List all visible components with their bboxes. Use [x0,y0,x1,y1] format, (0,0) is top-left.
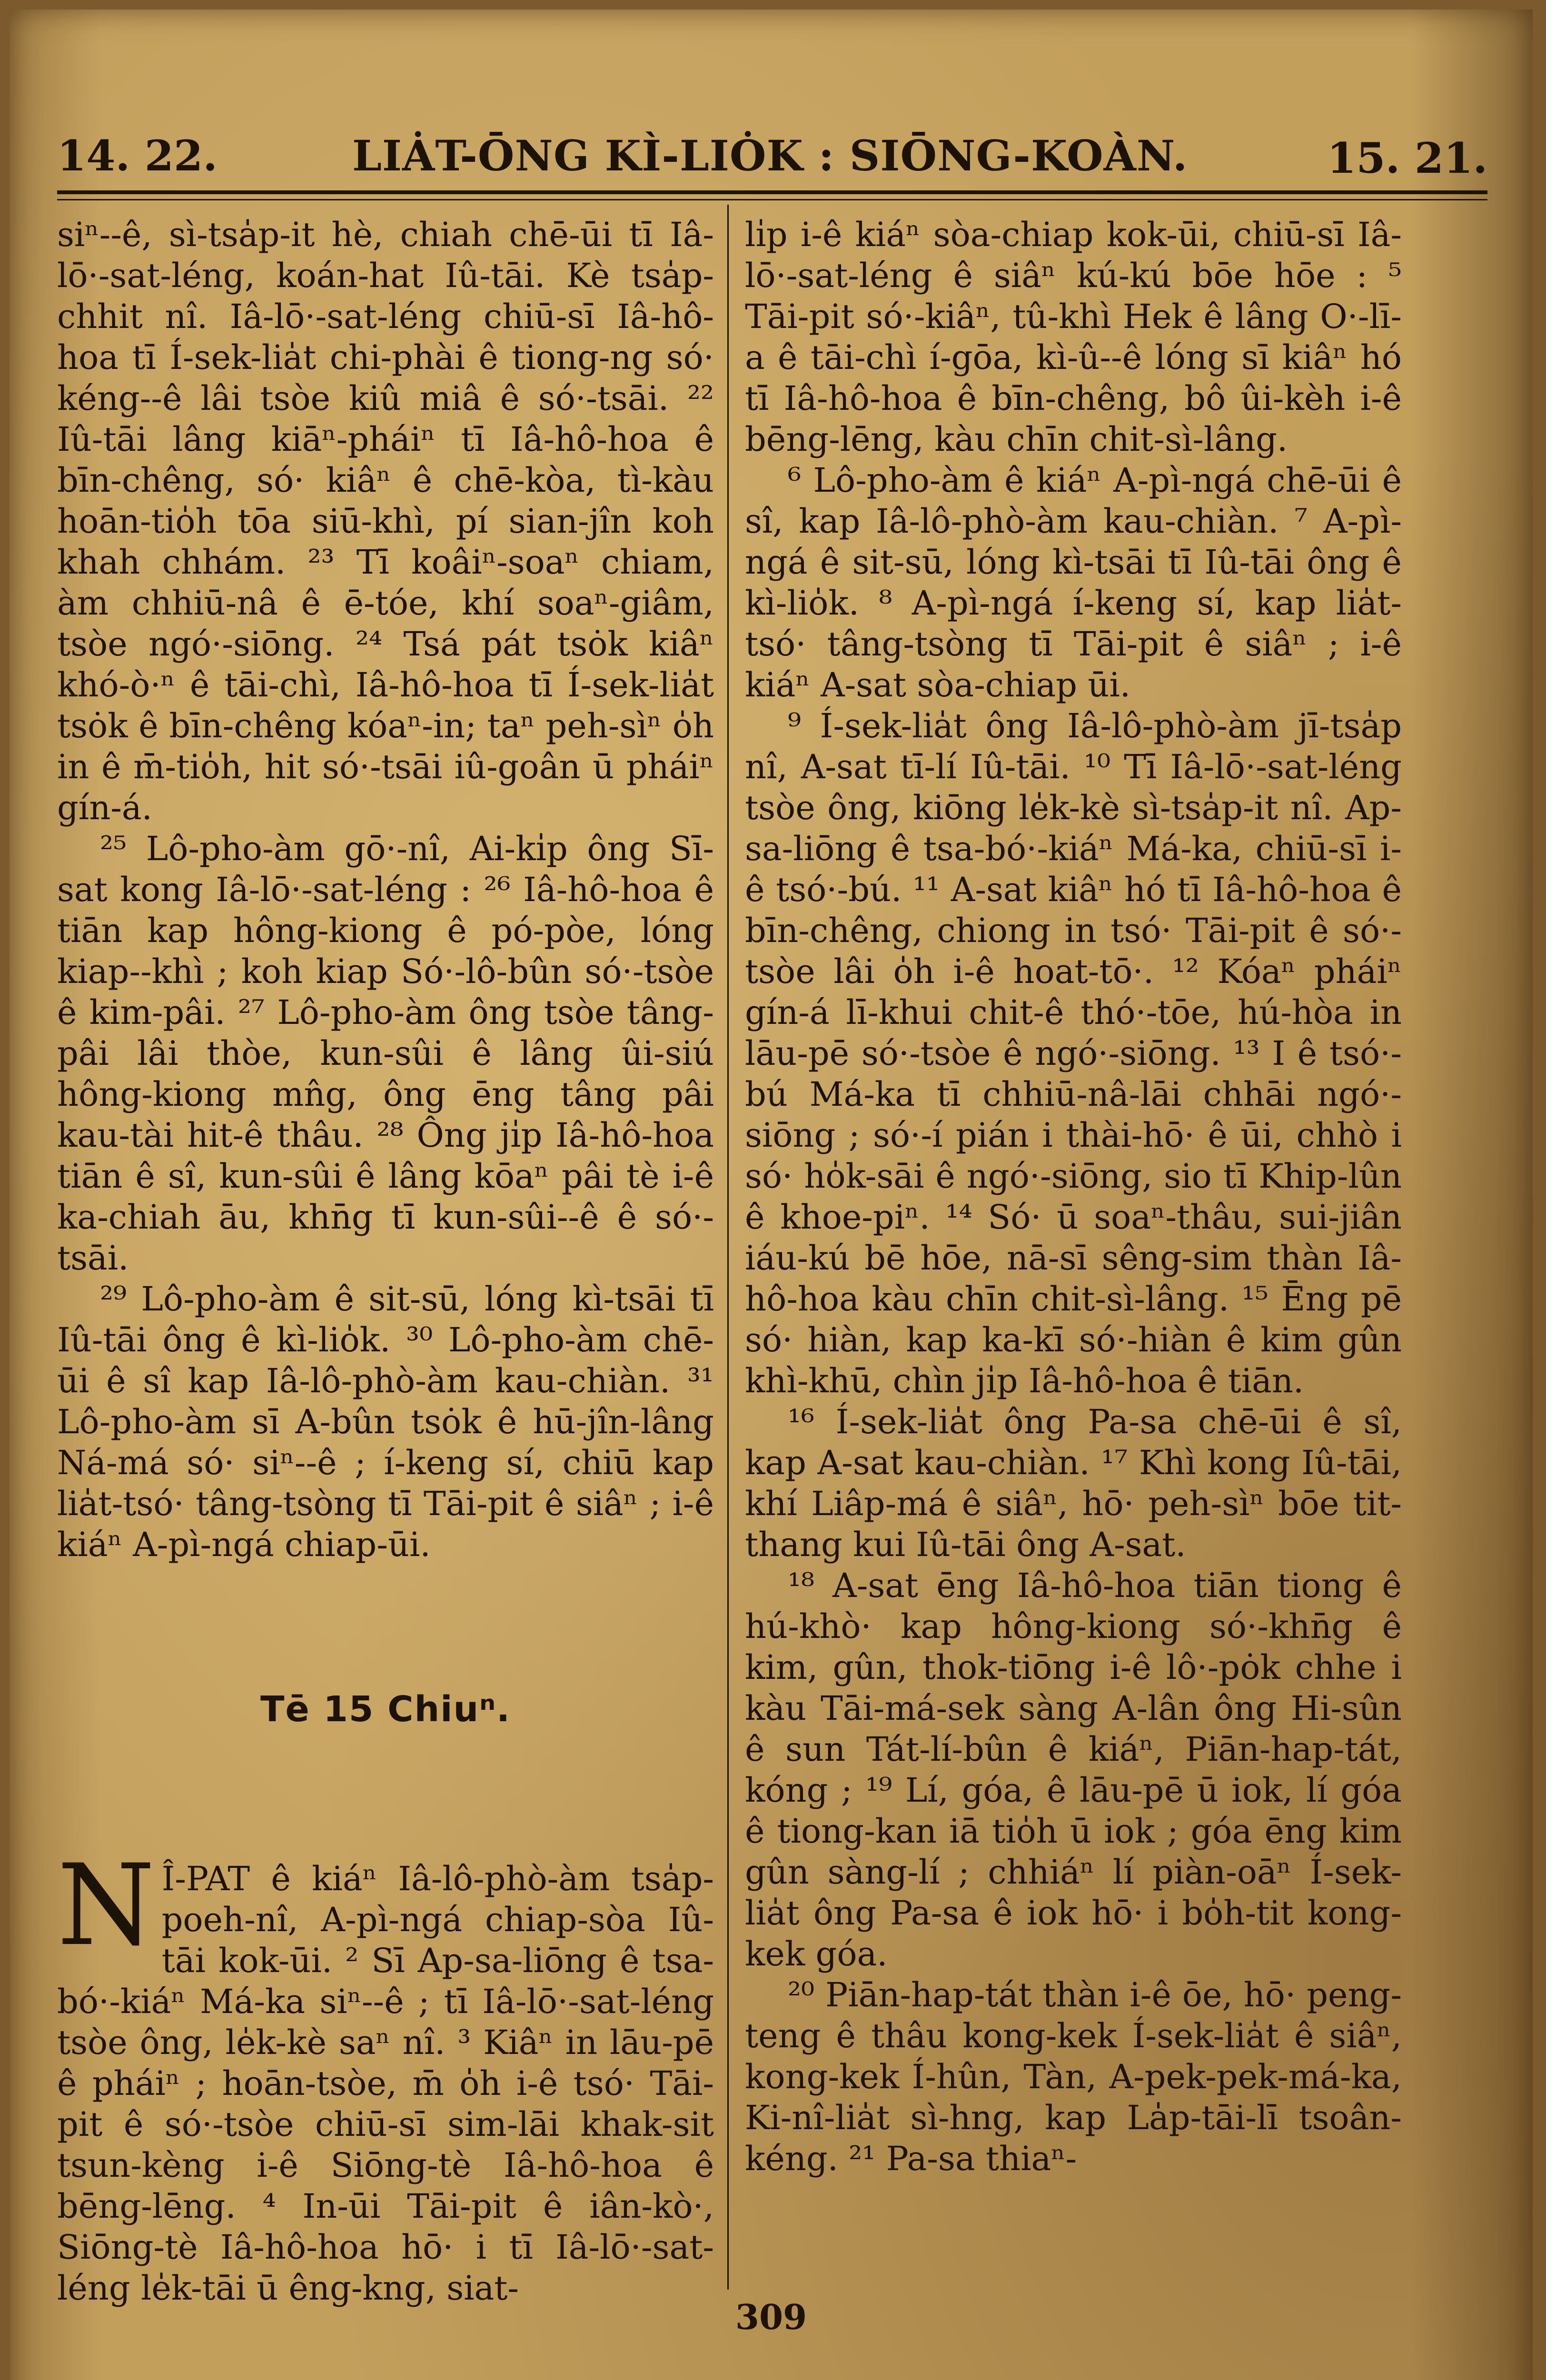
right-paragraph-1: li̍p i-ê kiáⁿ sòa-chiap kok-ūi, chiū-sī Iâ-lō·-sat-léng ê siâⁿ kú-kú bōe hōe : ⁵ Tāi-pit só·-kiâⁿ, tû-khì Hek ê lâng O·-lī-a ê tāi-chì í-gōa, kì-û--ê lóng sī kiâⁿ hó tī Iâ-hô-hoa ê bīn-chêng, bô ûi-kèh i-ê bēng-lēng, kàu chīn chit-sì-lâng. [745,215,1402,459]
right-paragraph-6: ²⁰ Piān-hap-tát thàn i-ê ōe, hō· peng-teng ê thâu kong-kek Í-sek-lia̍t ê siâⁿ, kong-kek Í-hûn, Tàn, A-pek-pek-má-ka, Ki-nî-lia̍t sì-hng, kap La̍p-tāi-lī tsoân-kéng. ²¹ Pa-sa thiaⁿ- [745,1975,1402,2178]
column-divider [727,205,729,2290]
left-column [57,214,714,2308]
header-rule-thin [57,199,1487,200]
chapter-heading: Tē 15 Chiuⁿ. [260,1689,511,1730]
left-paragraph-1: siⁿ--ê, sì-tsa̍p-it hè, chiah chē-ūi tī Iâ-lō·-sat-léng, koán-hat Iû-tāi. Kè tsa̍p-chhit nî. Iâ-lō·-sat-léng chiū-sī Iâ-hô-hoa tī Í-sek-lia̍t chi-phài ê tiong-ng só· kéng--ê lâi tsòe kiû miâ ê só·-tsāi. ²² Iû-tāi lâng kiāⁿ-pháiⁿ tī Iâ-hô-hoa ê bīn-chêng, só· kiâⁿ ê chē-kòa, tì-kàu hoān-tio̍h tōa siū-khì, pí sian-jîn koh khah chhám. ²³ Tī koâiⁿ-soaⁿ chiam, àm chhiū-nâ ê ē-tóe, khí soaⁿ-giâm, tsòe ngó·-siōng. ²⁴ Tsá pát tsȯk kiâⁿ khó-ò·ⁿ ê tāi-chì, Iâ-hô-hoa tī Í-sek-lia̍t tsȯk ê bīn-chêng kóaⁿ-in; taⁿ peh-sìⁿ o̍h in ê m̄-tio̍h, hit só·-tsāi iû-goân ū pháiⁿ gín-á. [57,215,714,827]
header-right-reference: 15. 21. [1327,133,1487,183]
drop-cap: N [57,1841,155,1971]
left-paragraph-4 [57,1841,714,2309]
right-column [745,214,1402,2280]
right-paragraph-3: ⁹ Í-sek-lia̍t ông Iâ-lô-phò-àm jī-tsa̍p nî, A-sat tī-lí Iû-tāi. ¹⁰ Tī Iâ-lō·-sat-léng tsòe ông, kiōng le̍k-kè sì-tsa̍p-it nî. Ap-sa-liōng ê tsa-bó·-kiáⁿ Má-ka, chiū-sī i-ê tsó·-bú. ¹¹ A-sat kiâⁿ hó tī Iâ-hô-hoa ê bīn-chêng, chiong in tsó· Tāi-pit ê só·-tsòe lâi o̍h i-ê hoat-tō·. ¹² Kóaⁿ pháiⁿ gín-á lī-khui chit-ê thó·-tōe, hú-hòa in lāu-pē só·-tsòe ê ngó·-siōng. ¹³ I ê tsó·-bú Má-ka tī chhiū-nâ-lāi chhāi ngó·-siōng ; só·-í pián i thài-hō· ê ūi, chhò i só· ho̍k-sāi ê ngó·-siōng, sio tī Khip-lûn ê khoe-piⁿ. ¹⁴ Só· ū soaⁿ-thâu, sui-jiân iáu-kú bē hōe, nā-sī sêng-sim thàn Iâ-hô-hoa kàu chīn chit-sì-lâng. ¹⁵ Ēng pē só· hiàn, kap ka-kī só·-hiàn ê kim gûn khì-khū, chìn ji̍p Iâ-hô-hoa ê tiān. [745,706,1402,1400]
left-paragraph-3: ²⁹ Lô-pho-àm ê sit-sū, lóng kì-tsāi tī Iû-tāi ông ê kì-lio̍k. ³⁰ Lô-pho-àm chē-ūi ê sî kap Iâ-lô-phò-àm kau-chiàn. ³¹ Lô-pho-àm sī A-bûn tsȯk ê hū-jîn-lâng Ná-má só· siⁿ--ê ; í-keng sí, chiū kap lia̍t-tsó· tâng-tsòng tī Tāi-pit ê siâⁿ ; i-ê kiáⁿ A-pì-ngá chiap-ūi. [57,1279,714,1564]
right-paragraph-5: ¹⁸ A-sat ēng Iâ-hô-hoa tiān tiong ê hú-khò· kap hông-kiong só·-khn̄g ê kim, gûn, thok-tiōng i-ê lô·-pȯk chhe i kàu Tāi-má-sek sàng A-lân ông Hi-sûn ê sun Tát-lí-bûn ê kiáⁿ, Piān-hap-tát, kóng ; ¹⁹ Lí, góa, ê lāu-pē ū iok, lí góa ê tiong-kan iā tio̍h ū iok ; góa ēng kim gûn sàng-lí ; chhiáⁿ lí piàn-oāⁿ Í-sek-lia̍t ông Pa-sa ê iok hō· i bo̍h-tit kong-kek góa. [745,1566,1402,1973]
header-left-reference: 14. 22. [57,131,218,180]
header-title: LIȦT-ŌNG KÌ-LIȮK : SIŌNG-KOÀN. [352,131,1188,180]
running-header [57,121,1487,183]
right-paragraph-2: ⁶ Lô-pho-àm ê kiáⁿ A-pì-ngá chē-ūi ê sî, kap Iâ-lô-phò-àm kau-chiàn. ⁷ A-pì-ngá ê sit-sū, lóng kì-tsāi tī Iû-tāi ông ê kì-lio̍k. ⁸ A-pì-ngá í-keng sí, kap lia̍t-tsó· tâng-tsòng tī Tāi-pit ê siâⁿ ; i-ê kiáⁿ A-sat sòa-chiap ūi. [745,461,1402,704]
page-number: 309 [735,2297,807,2337]
header-rule-thick [57,190,1487,194]
right-paragraph-4: ¹⁶ Í-sek-lia̍t ông Pa-sa chē-ūi ê sî, kap A-sat kau-chiàn. ¹⁷ Khì kong Iû-tāi, khí Liâp-má ê siâⁿ, hō· peh-sìⁿ bōe tit-thang kui Iû-tāi ông A-sat. [745,1402,1402,1564]
book-page [10,10,1533,2380]
left-paragraph-2: ²⁵ Lô-pho-àm gō·-nî, Ai-ki̍p ông Sī-sat kong Iâ-lō·-sat-léng : ²⁶ Iâ-hô-hoa ê tiān kap hông-kiong ê pó-pòe, lóng kiap--khì ; koh kiap Só·-lô-bûn só·-tsòe ê kim-pâi. ²⁷ Lô-pho-àm ông tsòe tâng-pâi lâi thòe, kun-sûi ê lâng ûi-siú hông-kiong mn̂g, ông ēng tâng pâi kau-tài hit-ê thâu. ²⁸ Ông ji̍p Iâ-hô-hoa tiān ê sî, kun-sûi ê lâng kōaⁿ pâi tè i-ê ka-chiah āu, khn̄g tī kun-sûi--ê ê só·-tsāi. [57,829,714,1278]
left-paragraph-4-text: Î-PAT ê kiáⁿ Iâ-lô-phò-àm tsa̍p-poeh-nî, A-pì-ngá chiap-sòa Iû-tāi kok-ūi. ² Sī Ap-sa-liōng ê tsa-bó·-kiáⁿ Má-ka siⁿ--ê ; tī Iâ-lō·-sat-léng tsòe ông, le̍k-kè saⁿ nî. ³ Kiâⁿ in lāu-pē ê pháiⁿ ; hoān-tsòe, m̄ o̍h i-ê tsó· Tāi-pit ê só·-tsòe chiū-sī sim-lāi khak-sit tsun-kèng i-ê Siōng-tè Iâ-hô-hoa ê bēng-lēng. ⁴ In-ūi Tāi-pit ê iân-kò·, Siōng-tè Iâ-hô-hoa hō· i tī Iâ-lō·-sat-léng le̍k-tāi ū êng-kng, siat- [57,1859,714,2308]
